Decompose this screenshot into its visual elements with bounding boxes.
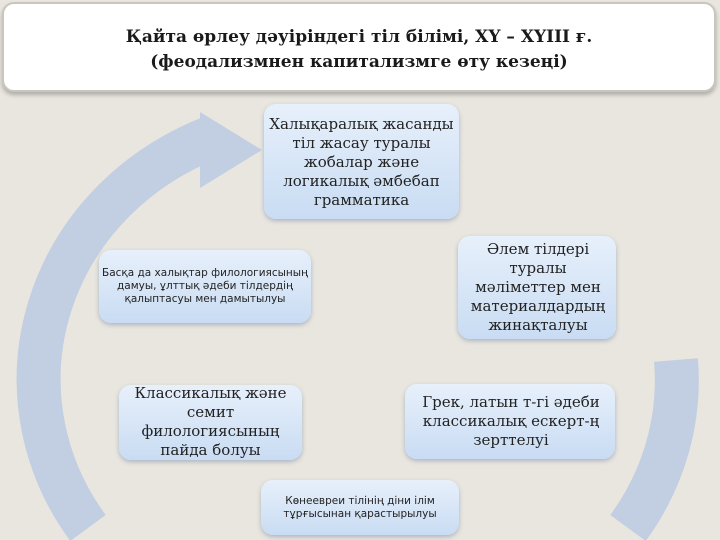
title-line-2: (феодализмнен капитализмге өту кезеңі) xyxy=(150,52,568,72)
node-right-lower-text: Грек, латын т-гі әдеби классикалық ескерт-ң зерттелуі xyxy=(422,393,600,449)
node-left-lower xyxy=(121,380,300,464)
node-left-lower-text: Классикалық және семит филологиясының пайда болуы xyxy=(134,384,287,459)
arrow-head xyxy=(200,112,262,188)
node-left-upper-text: Басқа да халықтар филологиясының дамуы, ұлттық әдеби тілдердің қалыптасуы мен дамытылуы xyxy=(102,267,308,305)
node-right-upper xyxy=(468,214,608,360)
node-right-lower xyxy=(415,384,607,459)
node-top-text: Халықаралық жасанды тіл жасау туралы жобалар және логикалық әмбебап грамматика xyxy=(269,114,454,209)
node-top xyxy=(264,102,459,222)
title-box xyxy=(2,2,716,92)
node-bottom-text: Көнеевреи тілінің діни ілім тұрғысынан қарастырылуы xyxy=(283,494,437,520)
node-left-upper xyxy=(102,250,308,323)
node-bottom xyxy=(264,480,456,535)
node-right-upper-text: Әлем тілдері туралы мәліметтер мен материалдардың жинақталуы xyxy=(470,239,606,334)
title-line-1: Қайта өрлеу дәуіріндегі тіл білімі, ХҮ – ХҮІІІ ғ. xyxy=(125,27,593,47)
